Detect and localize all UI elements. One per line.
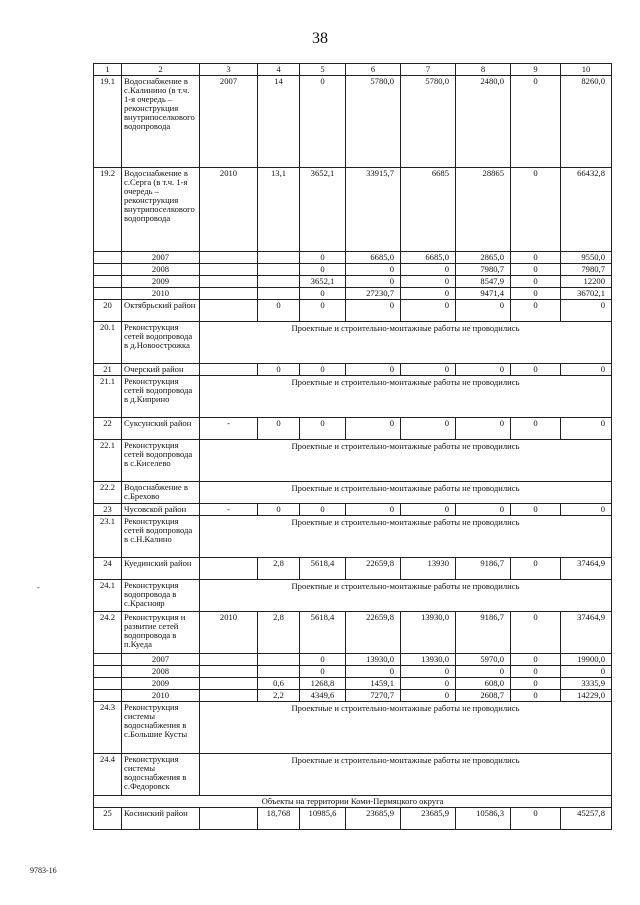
table-cell: 37464,9 [561, 612, 612, 654]
item-name-cell: Водоснабжение в с.Калинино (в т.ч. 1-я очередь – реконструкция внутрипоселкового водопровода [122, 76, 200, 168]
table-cell: 13930 [401, 558, 456, 580]
table-cell: 5618,4 [300, 612, 346, 654]
table-row [94, 300, 612, 322]
table-cell: 0 [300, 504, 346, 516]
table-cell: 23 [94, 504, 122, 516]
no-works-note: Проектные и строительно-монтажные работы не проводились [200, 376, 612, 418]
table-cell: 0 [401, 288, 456, 300]
table-cell: 0 [401, 678, 456, 690]
table-cell: - [200, 418, 258, 440]
table-cell [94, 690, 122, 702]
no-works-note: Проектные и строительно-монтажные работы не проводились [200, 440, 612, 482]
table-cell: 2010 [200, 168, 258, 252]
table-cell: 28865 [456, 168, 511, 252]
year-row [94, 276, 612, 288]
item-name-cell: Чусовской район [122, 504, 200, 516]
table-cell [200, 252, 258, 264]
table-cell: 22659,8 [346, 612, 401, 654]
table-cell: 0,6 [258, 678, 300, 690]
table-cell: 10985,6 [300, 808, 346, 830]
header-cell: 6 [346, 64, 401, 76]
table-cell: 7980,7 [456, 264, 511, 276]
item-name-cell: Реконструкция сетей водопровода в д.Новоострожка [122, 322, 200, 364]
table-cell: 45257,8 [561, 808, 612, 830]
table-cell [94, 276, 122, 288]
header-cell: 10 [561, 64, 612, 76]
table-cell: 0 [401, 264, 456, 276]
table-cell: 25 [94, 808, 122, 830]
table-row [94, 504, 612, 516]
table-cell [94, 666, 122, 678]
margin-mark: - [37, 583, 40, 592]
table-cell: 0 [511, 76, 561, 168]
table-cell: 0 [300, 666, 346, 678]
table-cell: 0 [346, 276, 401, 288]
table-cell: 3652,1 [300, 276, 346, 288]
item-name-cell: Куединский район [122, 558, 200, 580]
item-name-cell: Реконструкция сетей водопровода в д.Киприно [122, 376, 200, 418]
table-cell [200, 364, 258, 376]
header-cell: 8 [456, 64, 511, 76]
table-row [94, 440, 612, 482]
section-title: Объекты на территории Коми-Пермяцкого округа [94, 796, 612, 808]
table-cell [94, 288, 122, 300]
table-cell [200, 690, 258, 702]
table-header-row [94, 64, 612, 76]
no-works-note: Проектные и строительно-монтажные работы не проводились [200, 754, 612, 796]
table-cell: 0 [300, 252, 346, 264]
table-cell: 5618,4 [300, 558, 346, 580]
year-cell: 2008 [122, 264, 200, 276]
table-cell [200, 264, 258, 276]
table-cell: 0 [511, 264, 561, 276]
table-cell: 2608,7 [456, 690, 511, 702]
table-cell: 0 [561, 364, 612, 376]
table-row [94, 516, 612, 558]
table-row [94, 754, 612, 796]
table-cell: 0 [511, 654, 561, 666]
table-cell: 3335,9 [561, 678, 612, 690]
table-cell: 14 [258, 76, 300, 168]
table-cell: 9186,7 [456, 612, 511, 654]
table-cell: 20 [94, 300, 122, 322]
year-row [94, 252, 612, 264]
year-cell: 2009 [122, 276, 200, 288]
year-cell: 2009 [122, 678, 200, 690]
table-cell: 0 [511, 276, 561, 288]
header-cell: 3 [200, 64, 258, 76]
table-cell: 7980,7 [561, 264, 612, 276]
table-row [94, 482, 612, 504]
year-row [94, 654, 612, 666]
table-cell: 0 [511, 288, 561, 300]
table-cell: 0 [511, 300, 561, 322]
table-cell: 13930,0 [401, 612, 456, 654]
table-cell: 7270,7 [346, 690, 401, 702]
table-cell: 3652,1 [300, 168, 346, 252]
table-cell: 20.1 [94, 322, 122, 364]
table-cell: 0 [346, 300, 401, 322]
table-cell: 0 [300, 300, 346, 322]
table-cell: 10586,3 [456, 808, 511, 830]
table-cell: 0 [258, 364, 300, 376]
table-cell: 22659,8 [346, 558, 401, 580]
table-row [94, 612, 612, 654]
table-cell [258, 288, 300, 300]
table-cell: 0 [456, 300, 511, 322]
table-row [94, 808, 612, 830]
table-row [94, 168, 612, 252]
table-cell [200, 276, 258, 288]
table-cell: 0 [300, 364, 346, 376]
item-name-cell: Суксунский район [122, 418, 200, 440]
year-cell: 2008 [122, 666, 200, 678]
table-cell: 66432,8 [561, 168, 612, 252]
table-cell: 0 [561, 504, 612, 516]
item-name-cell: Октябрьский район [122, 300, 200, 322]
table-cell: 0 [300, 418, 346, 440]
item-name-cell: Очерский район [122, 364, 200, 376]
table-cell: 0 [401, 666, 456, 678]
table-cell [94, 264, 122, 276]
table-row [94, 322, 612, 364]
table-cell [258, 252, 300, 264]
table-cell: 21 [94, 364, 122, 376]
table-cell [200, 808, 258, 830]
header-cell: 7 [401, 64, 456, 76]
table-cell: 21.1 [94, 376, 122, 418]
table-cell: 1459,1 [346, 678, 401, 690]
table-cell: 0 [511, 678, 561, 690]
table-cell: 5780,0 [346, 76, 401, 168]
table-cell: 608,0 [456, 678, 511, 690]
item-name-cell: Водоснабжение в с.Брехово [122, 482, 200, 504]
table-cell: 14229,0 [561, 690, 612, 702]
page-number: 38 [312, 30, 328, 47]
year-row [94, 690, 612, 702]
no-works-note: Проектные и строительно-монтажные работы не проводились [200, 580, 612, 612]
table-cell: 0 [258, 300, 300, 322]
footer-code: 9783-16 [30, 866, 57, 875]
header-cell: 9 [511, 64, 561, 76]
table-cell: 0 [346, 364, 401, 376]
table-cell [258, 654, 300, 666]
table-cell: 2,8 [258, 558, 300, 580]
table-cell [200, 288, 258, 300]
table-cell: 0 [401, 690, 456, 702]
table-cell: 6685 [401, 168, 456, 252]
table-cell [258, 276, 300, 288]
table-cell: 4349,6 [300, 690, 346, 702]
table-cell: 12200 [561, 276, 612, 288]
table-cell: 8547,9 [456, 276, 511, 288]
table-cell: 13930,0 [401, 654, 456, 666]
table-cell: 18,768 [258, 808, 300, 830]
table-cell [200, 678, 258, 690]
table-cell: 0 [511, 666, 561, 678]
year-cell: 2007 [122, 654, 200, 666]
table-cell: 0 [511, 418, 561, 440]
table-cell: 0 [511, 612, 561, 654]
table-cell: 9471,4 [456, 288, 511, 300]
table-cell: 5970,0 [456, 654, 511, 666]
year-cell: 2010 [122, 690, 200, 702]
no-works-note: Проектные и строительно-монтажные работы не проводились [200, 322, 612, 364]
table-cell: 27230,7 [346, 288, 401, 300]
table-cell: 0 [401, 300, 456, 322]
table-cell: 0 [511, 252, 561, 264]
table-cell: 2,2 [258, 690, 300, 702]
table-cell: 22 [94, 418, 122, 440]
table-cell [200, 666, 258, 678]
table-cell: 23685,9 [401, 808, 456, 830]
table-cell: 23685,9 [346, 808, 401, 830]
table-cell [94, 678, 122, 690]
table-cell: 0 [456, 504, 511, 516]
no-works-note: Проектные и строительно-монтажные работы не проводились [200, 482, 612, 504]
table-cell: 0 [401, 364, 456, 376]
item-name-cell: Реконструкция системы водоснабжения в с.Федоровск [122, 754, 200, 796]
item-name-cell: Реконструкция системы водоснабжения в с.Большие Кусты [122, 702, 200, 754]
table-cell: 0 [511, 690, 561, 702]
table-cell: 22.1 [94, 440, 122, 482]
year-cell: 2007 [122, 252, 200, 264]
table-cell [258, 264, 300, 276]
table-cell: 0 [511, 808, 561, 830]
table-cell: 0 [346, 264, 401, 276]
table-cell: 8260,0 [561, 76, 612, 168]
item-name-cell: Косинский район [122, 808, 200, 830]
table-cell: 13930,0 [346, 654, 401, 666]
item-name-cell: Реконструкция сетей водопровода в с.Н.Калино [122, 516, 200, 558]
table-cell: 0 [456, 364, 511, 376]
table-row [94, 558, 612, 580]
table-cell: 0 [346, 666, 401, 678]
table-cell: 0 [561, 666, 612, 678]
table-cell: 23.1 [94, 516, 122, 558]
table-cell: 0 [258, 504, 300, 516]
header-cell: 2 [122, 64, 200, 76]
table-cell: 37464,9 [561, 558, 612, 580]
table-cell: 2007 [200, 76, 258, 168]
table-cell: 5780,0 [401, 76, 456, 168]
table-cell: 24 [94, 558, 122, 580]
year-row [94, 264, 612, 276]
table-cell [94, 252, 122, 264]
item-name-cell: Водоснабжение в с.Серга (в т.ч. 1-я очередь – реконструкция внутрипоселкового водопровода [122, 168, 200, 252]
table-row [94, 702, 612, 754]
table-cell: 0 [456, 418, 511, 440]
table-cell: 0 [300, 76, 346, 168]
table-cell: 0 [300, 288, 346, 300]
table-cell [200, 654, 258, 666]
header-cell: 1 [94, 64, 122, 76]
table-cell: 24.4 [94, 754, 122, 796]
table-cell: 0 [401, 418, 456, 440]
year-row [94, 666, 612, 678]
table-cell: 2010 [200, 612, 258, 654]
table-cell: 19900,0 [561, 654, 612, 666]
table-cell: 24.3 [94, 702, 122, 754]
table-cell: 19.1 [94, 76, 122, 168]
no-works-note: Проектные и строительно-монтажные работы не проводились [200, 702, 612, 754]
table-cell: 2,8 [258, 612, 300, 654]
investment-table [93, 63, 612, 830]
table-cell [258, 666, 300, 678]
table-row [94, 376, 612, 418]
table-cell: 6685,0 [401, 252, 456, 264]
table-cell: 9550,0 [561, 252, 612, 264]
table-cell: 0 [401, 276, 456, 288]
table-cell: 0 [511, 168, 561, 252]
table-cell: 24.1 [94, 580, 122, 612]
table-cell: 6685,0 [346, 252, 401, 264]
table-cell: 0 [511, 504, 561, 516]
table-cell: 0 [300, 264, 346, 276]
section-title-row [94, 796, 612, 808]
table-cell: 33915,7 [346, 168, 401, 252]
table-cell: 19.2 [94, 168, 122, 252]
no-works-note: Проектные и строительно-монтажные работы не проводились [200, 516, 612, 558]
year-row [94, 288, 612, 300]
table-cell: 24.2 [94, 612, 122, 654]
table-cell [200, 558, 258, 580]
item-name-cell: Реконструкция водопровода в с.Краснояр [122, 580, 200, 612]
table-cell: 0 [511, 558, 561, 580]
table-cell: 36702,1 [561, 288, 612, 300]
item-name-cell: Реконструкция сетей водопровода в с.Киселево [122, 440, 200, 482]
table-cell [200, 300, 258, 322]
table-cell: 0 [258, 418, 300, 440]
year-cell: 2010 [122, 288, 200, 300]
year-row [94, 678, 612, 690]
table-row [94, 580, 612, 612]
table-row [94, 76, 612, 168]
table-cell: 0 [346, 418, 401, 440]
header-cell: 5 [300, 64, 346, 76]
table-cell: 0 [511, 364, 561, 376]
table-cell [94, 654, 122, 666]
table-cell: 1268,8 [300, 678, 346, 690]
table-cell: 0 [561, 418, 612, 440]
table-cell: 0 [456, 666, 511, 678]
item-name-cell: Реконструкция и развитие сетей водопровода в п.Куеда [122, 612, 200, 654]
table-cell: - [200, 504, 258, 516]
table-cell: 9186,7 [456, 558, 511, 580]
table-cell: 22.2 [94, 482, 122, 504]
table-cell: 0 [300, 654, 346, 666]
table-row [94, 364, 612, 376]
table-cell: 13,1 [258, 168, 300, 252]
table-cell: 0 [346, 504, 401, 516]
table-cell: 2480,0 [456, 76, 511, 168]
table-cell: 0 [401, 504, 456, 516]
table-cell: 0 [561, 300, 612, 322]
header-cell: 4 [258, 64, 300, 76]
table-row [94, 418, 612, 440]
table-cell: 2865,0 [456, 252, 511, 264]
